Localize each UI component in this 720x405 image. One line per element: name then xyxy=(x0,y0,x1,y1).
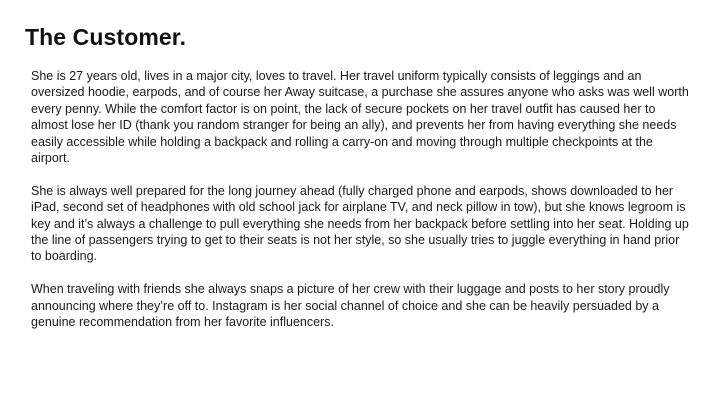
paragraph-social: When traveling with friends she always snaps a picture of her crew with their luggage and posts to her story proudly announcing where they’re off to. Instagram is her social channel of choice and she can be heavily persuaded by a genuine recommendation from her favorite influencers. xyxy=(31,282,670,330)
paragraph-demographics: She is 27 years old, lives in a major city, loves to travel. Her travel uniform typically consists of leggings and an oversized hoodie, earpods, and of course her Away suitcase, a purchase she assures anyone who asks was well worth every penny. While the comfort factor is on point, the lack of secure pockets on her travel outfit has caused her to almost lose her ID (thank you random stranger for being an ally), and prevents her from having everything she needs easily accessible while holding a backpack and rolling a carry-on and moving through multiple checkpoints at the airport. xyxy=(31,69,689,166)
slide-title: The Customer. xyxy=(25,24,187,50)
slide-body xyxy=(31,68,691,330)
paragraph-preparation: She is always well prepared for the long journey ahead (fully charged phone and earpods, shows downloaded to her iPad, second set of headphones with old school jack for airplane TV, and neck pillow in tow), but she knows legroom is key and it’s always a challenge to pull everything she needs from her backpack before settling into her seat. Holding up the line of passengers trying to get to their seats is not her style, so she usually tries to juggle everything in hand prior to boarding. xyxy=(31,183,689,264)
